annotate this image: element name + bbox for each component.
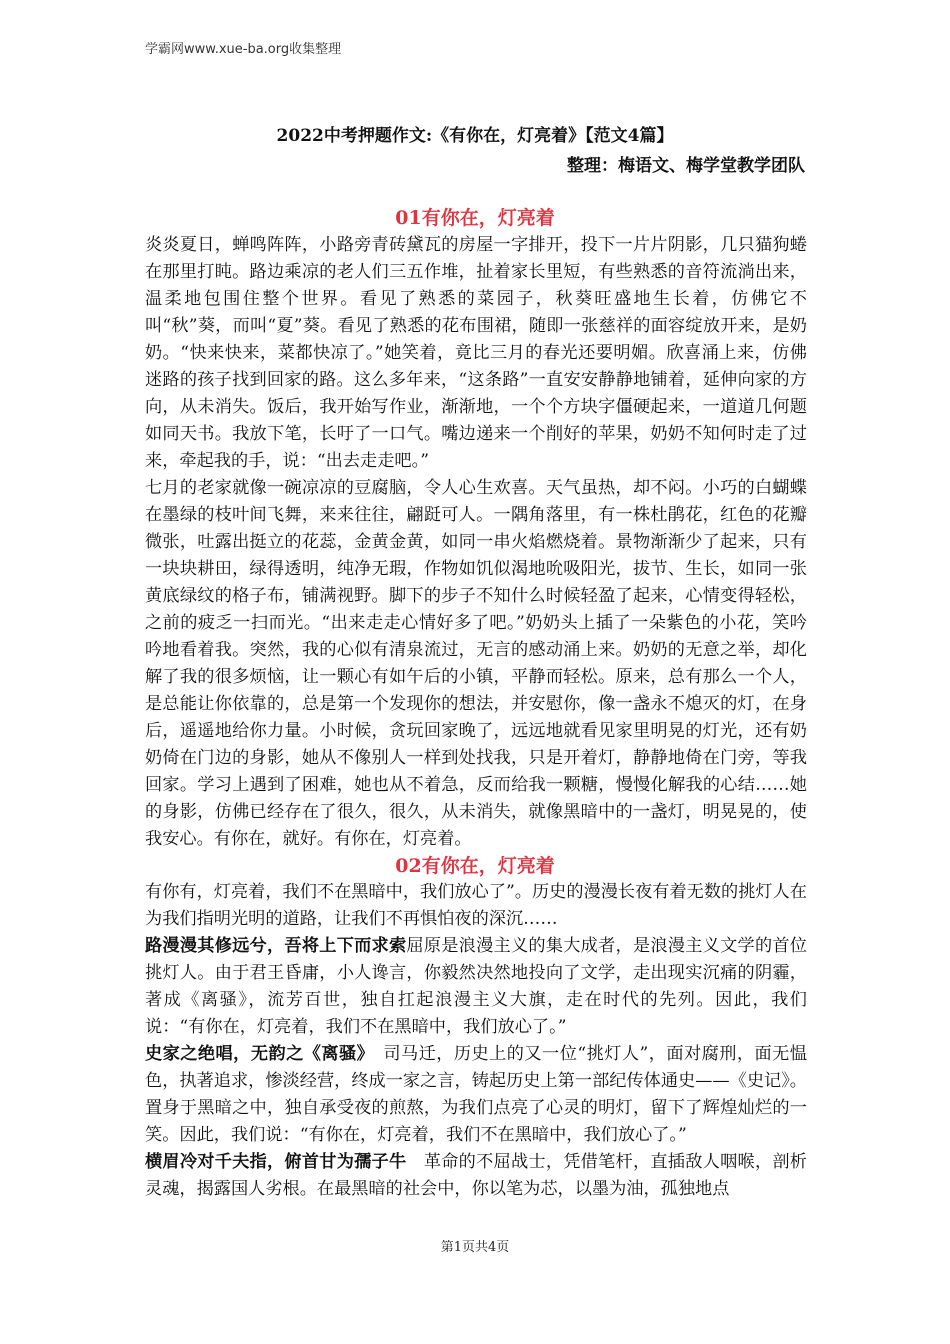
document-title: 2022中考押题作文:《有你在，灯亮着》【范文4篇】 [276,126,674,146]
item-text: 革命的不屈战士，凭借笔杆，直插敌人咽喉，剖析灵魂，揭露国人劣根。在最黑暗的社会中，你以笔为芯，以墨为油，孤独地点 [145,1152,807,1199]
section-2-item [145,933,807,1041]
section-2-item [145,1041,807,1149]
section-1-paragraph: 炎炎夏日，蝉鸣阵阵，小路旁青砖黛瓦的房屋一字排开，投下一片片阴影，几只猫狗蜷在那里打盹。路边乘凉的老人们三五作堆，扯着家长里短，有些熟悉的音符流淌出来，温柔地包围住整个世界。看见了熟悉的菜园子，秋葵旺盛地生长着，仿佛它不叫“秋”葵，而叫“夏”葵。看见了熟悉的花布围裙，随即一张慈祥的面容绽放开来，是奶奶。“快来快来，菜都快凉了。”她笑着，竟比三月的春光还要明媚。欣喜涌上来，仿佛迷路的孩子找到回家的路。这么多年来，“这条路”一直安安静静地铺着，延伸向家的方向，从未消失。饭后，我开始写作业，渐渐地，一个个方块字僵硬起来，一道道几何题如同天书。我放下笔，长吁了一口气。嘴边递来一个削好的苹果，奶奶不知何时走了过来，牵起我的手，说：“出去走走吧。” [145,235,807,471]
page-header: 学霸网www.xue-ba.org收集整理 [145,42,342,57]
page-footer: 第1页共4页 [440,1240,510,1255]
document-subtitle: 整理：梅语文、梅学堂教学团队 [567,156,805,176]
item-lead: 路漫漫其修远兮，吾将上下而求索 [145,936,407,956]
section-1-body [145,232,807,853]
section-1-heading: 01有你在，灯亮着 [395,207,555,229]
section-1-paragraph: 七月的老家就像一碗凉凉的豆腐脑，令人心生欢喜。天气虽热，却不闷。小巧的白蝴蝶在墨绿的枝叶间飞舞，来来往往，翩跹可人。一隅角落里，有一株杜鹃花，红色的花瓣微张，吐露出挺立的花蕊，金黄金黄，如同一串火焰燃烧着。景物渐渐少了起来，只有一块块耕田，绿得透明，纯净无瑕，作物如饥似渴地吮吸阳光，拔节、生长，如同一张黄底绿纹的格子布，铺满视野。脚下的步子不知什么时候轻盈了起来，心情变得轻松，之前的疲乏一扫而光。“出来走走心情好多了吧。”奶奶头上插了一朵紫色的小花，笑吟吟地看着我。突然，我的心似有清泉流过，无言的感动涌上来。奶奶的无意之举，却化解了我的很多烦恼，让一颗心有如午后的小镇，平静而轻松。原来，总有那么一个人，是总能让你依靠的，总是第一个发现你的想法，并安慰你，像一盏永不熄灭的灯，在身后，遥遥地给你力量。小时候，贪玩回家晚了，远远地就看见家里明晃的灯光，还有奶奶倚在门边的身影，她从不像别人一样到处找我，只是开着灯，静静地倚在门旁，等我回家。学习上遇到了困难，她也从不着急，反而给我一颗糖，慢慢化解我的心结……她的身影，仿佛已经存在了很久，很久，从未消失，就像黑暗中的一盏灯，明晃晃的，使我安心。有你在，就好。有你在，灯亮着。 [145,478,807,849]
item-text: 屈原是浪漫主义的集大成者，是浪漫主义文学的首位挑灯人。由于君王昏庸，小人谗言，你毅然决然地投向了文学，走出现实沉痛的阴霾，著成《离骚》，流芳百世，独自扛起浪漫主义大旗，走在时代的先列。因此，我们说：“有你在，灯亮着，我们不在黑暗中，我们放心了。” [145,936,807,1037]
section-2-body [145,879,807,1203]
item-lead: 史家之绝唱，无韵之《离骚》 [145,1044,366,1064]
section-2-intro: 有你有，灯亮着，我们不在黑暗中，我们放心了”。历史的漫漫长夜有着无数的挑灯人在为我们指明光明的道路，让我们不再惧怕夜的深沉…… [145,882,807,929]
section-2-heading: 02有你在，灯亮着 [395,855,555,877]
item-lead: 横眉冷对千夫指，俯首甘为孺子牛 [145,1152,407,1172]
item-text: 司马迁，历史上的又一位“挑灯人”，面对腐刑，面无愠色，执著追求，惨淡经营，终成一家之言，铸起历史上第一部纪传体通史——《史记》。置身于黑暗之中，独自承受夜的煎熬，为我们点亮了心灵的明灯，留下了辉煌灿烂的一笑。因此，我们说：“有你在，灯亮着，我们不在黑暗中，我们放心了。” [145,1044,807,1145]
section-2-item [145,1149,807,1203]
